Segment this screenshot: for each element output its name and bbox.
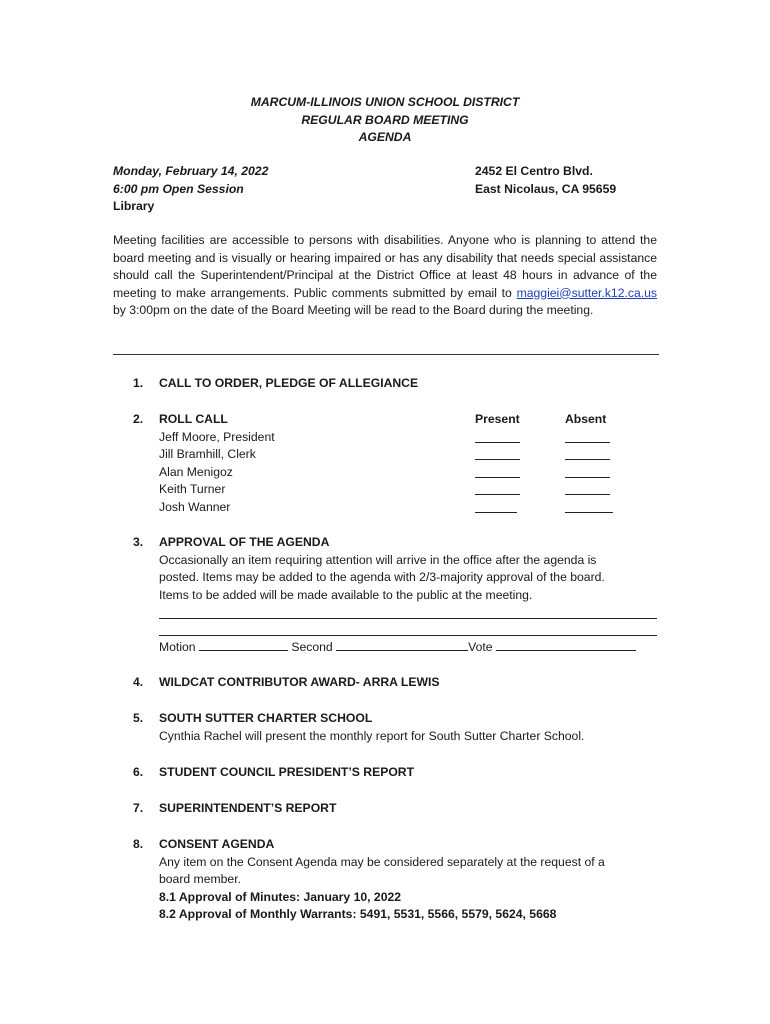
absent-header: Absent — [565, 412, 607, 426]
accessibility-notice — [113, 232, 657, 320]
item-title: CONSENT AGENDA — [159, 837, 275, 851]
present-blank[interactable] — [475, 499, 517, 513]
consent-subitem: 8.1 Approval of Minutes: January 10, 2022 — [159, 889, 402, 904]
item-title: CALL TO ORDER, PLEDGE OF ALLEGIANCE — [159, 376, 419, 390]
agenda-item-2 — [133, 411, 663, 521]
item-number: 4. — [133, 675, 144, 689]
notice-text: Meeting facilities are accessible to persons with disabilities. Anyone who is planning to attend the board meeting and is visually or hearing impaired or has any disability that needs special assistance should call the Superintendent/Principal at the District Office at least 48 hours in advance of the meeting to make arrangements. Public comments submitted by email to — [113, 233, 657, 300]
item-description: Items to be added will be made available to the public at the meeting. — [159, 587, 533, 602]
roll-member: Josh Wanner — [159, 499, 231, 514]
item-description: posted. Items may be added to the agenda with 2/3-majority approval of the board. — [159, 570, 605, 584]
motion-blank[interactable] — [199, 638, 288, 651]
section-divider — [113, 354, 659, 355]
email-link[interactable]: maggiei@sutter.k12.ca.us — [516, 285, 657, 300]
second-blank[interactable] — [336, 638, 468, 651]
item-title: SOUTH SUTTER CHARTER SCHOOL — [159, 711, 373, 725]
item-description: Occasionally an item requiring attention will arrive in the office after the agenda is — [159, 552, 597, 567]
roll-member: Jill Bramhill, Clerk — [159, 447, 256, 461]
meeting-location: Library — [113, 199, 155, 213]
agenda-item-3 — [133, 534, 663, 659]
roll-member: Keith Turner — [159, 482, 226, 496]
addition-blank-line[interactable] — [159, 618, 657, 619]
document-title: AGENDA — [358, 130, 412, 144]
roll-member: Jeff Moore, President — [159, 429, 275, 444]
meeting-details — [113, 163, 268, 216]
item-number: 2. — [133, 412, 144, 426]
absent-blank[interactable] — [565, 429, 610, 443]
present-blank[interactable] — [475, 481, 520, 495]
absent-blank[interactable] — [565, 481, 610, 495]
item-description: board member. — [159, 872, 241, 886]
absent-blank[interactable] — [565, 446, 610, 460]
item-description: Any item on the Consent Agenda may be considered separately at the request of a — [159, 854, 605, 869]
present-blank[interactable] — [475, 429, 520, 443]
document-header — [0, 94, 770, 147]
item-number: 8. — [133, 837, 144, 851]
absent-column — [565, 411, 613, 516]
vote-blank[interactable] — [496, 638, 636, 651]
meeting-address — [475, 163, 616, 198]
absent-blank[interactable] — [565, 464, 610, 478]
item-title: WILDCAT CONTRIBUTOR AWARD- ARRA LEWIS — [159, 675, 440, 689]
item-number: 6. — [133, 765, 144, 779]
absent-blank[interactable] — [565, 499, 613, 513]
address-line-1: 2452 El Centro Blvd. — [475, 164, 593, 178]
meeting-time: 6:00 pm Open Session — [113, 181, 244, 196]
meeting-type: REGULAR BOARD MEETING — [301, 112, 469, 127]
consent-subitem: 8.2 Approval of Monthly Warrants: 5491, 5531, 5566, 5579, 5624, 5668 — [159, 907, 557, 921]
notice-text-end: by 3:00pm on the date of the Board Meeting will be read to the Board during the meeting. — [113, 303, 594, 317]
roll-member: Alan Menigoz — [159, 464, 233, 479]
item-title: APPROVAL OF THE AGENDA — [159, 535, 330, 549]
addition-blank-line[interactable] — [159, 635, 657, 636]
present-blank[interactable] — [475, 464, 520, 478]
item-number: 5. — [133, 711, 144, 725]
item-title: SUPERINTENDENT’S REPORT — [159, 801, 337, 815]
item-number: 1. — [133, 376, 144, 390]
item-number: 3. — [133, 535, 144, 549]
present-blank[interactable] — [475, 446, 520, 460]
motion-second-vote — [159, 638, 636, 657]
meeting-date: Monday, February 14, 2022 — [113, 164, 269, 178]
motion-label: Motion — [159, 640, 196, 654]
district-name: MARCUM-ILLINOIS UNION SCHOOL DISTRICT — [250, 95, 520, 109]
present-header: Present — [475, 412, 520, 426]
item-number: 7. — [133, 801, 144, 815]
address-line-2: East Nicolaus, CA 95659 — [475, 181, 617, 196]
item-title: ROLL CALL — [159, 412, 228, 426]
item-description: Cynthia Rachel will present the monthly report for South Sutter Charter School. — [159, 728, 585, 743]
item-title: STUDENT COUNCIL PRESIDENT’S REPORT — [159, 765, 415, 779]
second-label: Second — [291, 640, 333, 654]
vote-label: Vote — [468, 640, 493, 654]
present-column — [475, 411, 520, 516]
